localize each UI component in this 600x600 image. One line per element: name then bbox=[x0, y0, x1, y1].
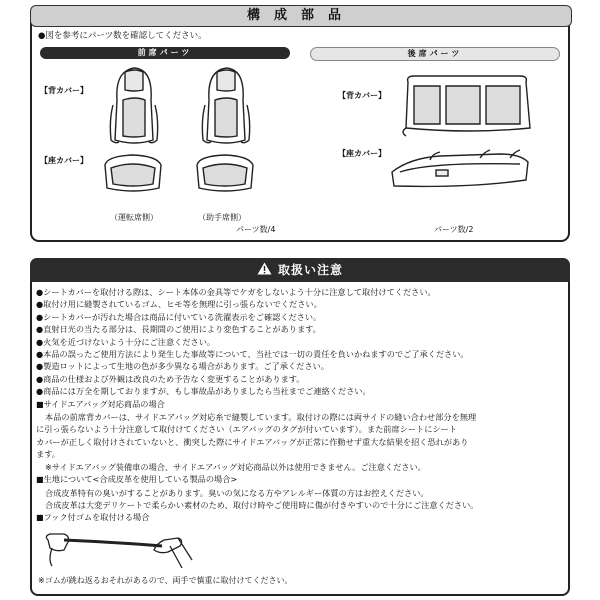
caution-title: 取扱い注意 bbox=[277, 263, 343, 277]
airbag-line: に引っ張らないよう十分注意して取付けてください（エアバッグのタグが付いています）。また前席シートにシート bbox=[36, 424, 457, 435]
front-back-cover-label: 【背カバー】 bbox=[40, 86, 88, 95]
caution-line: ●火気を近づけないよう十分にご注意ください。 bbox=[36, 336, 216, 347]
passenger-back-cover-drawing bbox=[202, 68, 249, 143]
caution-line: ●シートカバーを取付ける際は、シート本体の金具等でケガをしないよう十分に注意して取付けてください。 bbox=[36, 287, 436, 297]
front-parts-pill: 前席パーツ bbox=[40, 47, 290, 59]
parts-intro: ●図を参考にパーツ数を確認してください。 bbox=[38, 31, 207, 41]
caution-line: ●製造ロットによって生地の色が多少異なる場合があります。ご了承ください。 bbox=[36, 361, 329, 372]
airbag-note: ※サイドエアバッグ装備車の場合、サイドエアバッグ対応商品以外は使用できません。ご注意ください。 bbox=[45, 461, 426, 472]
airbag-line: 本品の前席背カバーは、サイドエアバッグ対応糸で縫製しています。取付けの際には両サイドの縫い合わせ部分を無理 bbox=[45, 412, 477, 423]
passenger-side-caption: （助手席側） bbox=[198, 213, 246, 222]
hook-note: ※ゴムが跳ね返るおそれがあるので、両手で慎重に取付けてください。 bbox=[38, 576, 293, 585]
hook-rubber-hands-illustration bbox=[42, 520, 202, 570]
warning-triangle-icon bbox=[257, 259, 272, 283]
rear-parts-pill: 後席パーツ bbox=[310, 47, 560, 61]
front-seat-cover-label: 【座カバー】 bbox=[40, 156, 88, 165]
square-bullet-icon bbox=[36, 474, 44, 484]
caution-line: ●直射日光の当たる部分は、長期間のご使用により変色することがあります。 bbox=[36, 324, 321, 335]
leather-line: 合成皮革は大変デリケートで柔らかい素材のため、取付け時やご使用時に傷が付きやすいので十分にご注意ください。 bbox=[45, 499, 479, 510]
caution-line: ●取付け用に縫製されているゴム、ヒモ等を無理に引っ張らないでください。 bbox=[36, 299, 322, 310]
square-bullet-icon bbox=[36, 399, 44, 409]
caution-line: ●商品の仕様および外観は改良のため予告なく変更することがあります。 bbox=[36, 373, 305, 384]
driver-side-caption: （運転席側） bbox=[110, 213, 158, 222]
rear-seat-illustration bbox=[370, 62, 570, 202]
front-parts-count: パーツ数/4 bbox=[236, 225, 276, 234]
rear-back-cover-drawing bbox=[403, 76, 530, 136]
leather-heading: ■ 生地について<合成皮革を使用している製品の場合> bbox=[36, 473, 568, 486]
airbag-line: ます。 bbox=[36, 449, 60, 460]
front-seat-illustration bbox=[95, 60, 265, 205]
caution-line: ●シートカバーが汚れた場合は商品に付いている洗濯表示をご確認ください。 bbox=[36, 311, 322, 322]
parts-title: 構成部品 bbox=[30, 5, 572, 27]
rear-seat-cover-drawing bbox=[392, 150, 528, 186]
airbag-line: カバーが正しく取付けされていないと、衝突した際にサイドエアバッグが正常に作動せず重大な結果を招く恐れがあり bbox=[36, 436, 469, 447]
airbag-heading: ■ サイドエアバッグ対応商品の場合 bbox=[36, 398, 568, 411]
rear-parts-count: パーツ数/2 bbox=[434, 225, 474, 234]
rear-back-cover-label: 【背カバー】 bbox=[338, 91, 386, 100]
hook-heading: ■ フック付ゴムを取付ける場合 bbox=[36, 511, 568, 524]
leather-line: 合成皮革特有の臭いがすることがあります。臭いの気になる方やアレルギー体質の方はお控えください。 bbox=[45, 487, 429, 498]
driver-back-cover-drawing bbox=[110, 68, 157, 143]
caution-line: ●本品の誤ったご使用方法により発生した事故等について、当社では一切の責任を負いかねますのでご了承ください。 bbox=[36, 349, 469, 360]
caution-line: ●商品には万全を期しておりますが、もし事故品がありましたら当社までご連絡ください。 bbox=[36, 386, 371, 397]
rear-seat-cover-label: 【座カバー】 bbox=[338, 149, 386, 158]
passenger-seat-cover-drawing bbox=[197, 155, 253, 191]
caution-header bbox=[30, 258, 570, 282]
driver-seat-cover-drawing bbox=[105, 155, 161, 191]
caution-lines bbox=[36, 286, 568, 525]
